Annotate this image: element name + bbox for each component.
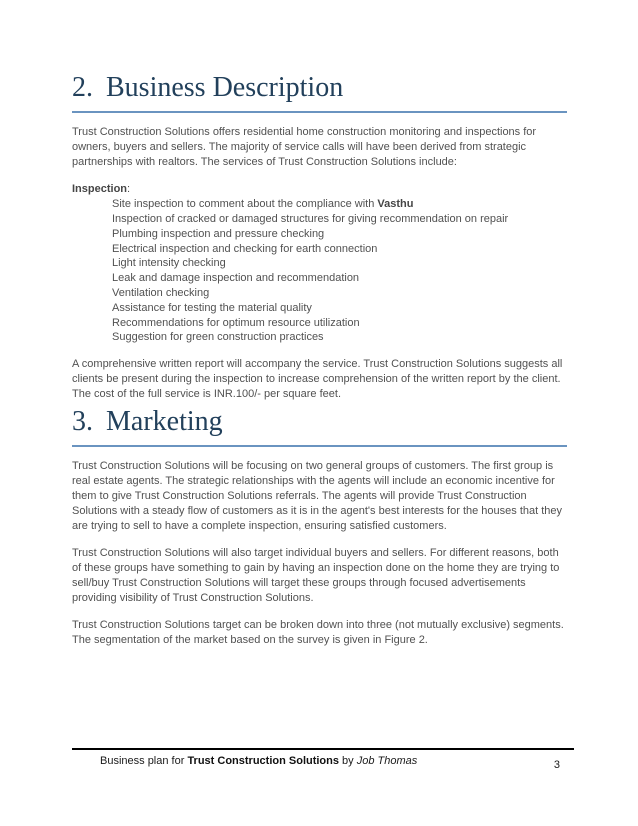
list-item-vasthu-bold: Vasthu: [377, 198, 414, 211]
marketing-paragraph-1: Trust Construction Solutions will be focusing on two general groups of customers. The first group is real estate agents. The strategic relationships with the agents will include an economic incentive for them to give Trust Construction Solutions referrals. The agents will provide Trust Construction Solutions with a steady flow of customers as it is in the agent's best interests for the houses that they are trying to sell to have a complete inspection, ensuring satisfied customers.: [72, 460, 563, 533]
heading-title: Business Description: [106, 72, 344, 103]
marketing-paragraph-2: Trust Construction Solutions will also target individual buyers and sellers. For different reasons, both of these groups have something to gain by having an inspection done on the home they are trying to sell/buy Trust Construction Solutions will target these groups through focused advertisements providing visibility of Trust Construction Solutions.: [72, 547, 560, 605]
footer-attribution: [72, 754, 417, 768]
list-item: Light intensity checking: [112, 257, 226, 270]
section-heading-marketing: [72, 406, 567, 447]
footer-prefix: Business plan for: [100, 755, 188, 767]
list-item: Assistance for testing the material quality: [112, 301, 312, 314]
business-closing-paragraph: A comprehensive written report will accompany the service. Trust Construction Solutions suggests all clients be present during the inspection to increase comprehension of the written report by the client. The cost of the full service is INR.100/- per square feet.: [72, 358, 563, 401]
footer-author-name: Job Thomas: [356, 755, 418, 767]
heading-title: Marketing: [106, 406, 223, 438]
footer-company-name: Trust Construction Solutions: [187, 755, 339, 767]
page-number: 3: [553, 759, 560, 771]
inspection-label-colon: :: [127, 183, 131, 196]
list-item-vasthu: [112, 197, 567, 212]
list-item: Electrical inspection and checking for earth connection: [112, 242, 378, 255]
heading-number: 3.: [72, 406, 93, 438]
list-item: Ventilation checking: [112, 286, 210, 299]
list-item: Recommendations for optimum resource utilization: [112, 316, 360, 329]
list-item-vasthu-text: Site inspection to comment about the compliance with: [112, 198, 378, 211]
inspection-list: [72, 197, 567, 345]
list-item: Inspection of cracked or damaged structures for giving recommendation on repair: [112, 212, 509, 225]
footer-connector: by: [339, 755, 357, 767]
business-intro-paragraph: Trust Construction Solutions offers residential home construction monitoring and inspections for owners, buyers and sellers. The majority of service calls will have been derived from strategic partnerships with realtors. The services of Trust Construction Solutions include:: [72, 126, 537, 169]
marketing-paragraph-3: Trust Construction Solutions target can be broken down into three (not mutually exclusive) segments. The segmentation of the market based on the survey is given in Figure 2.: [72, 619, 564, 647]
list-item: Plumbing inspection and pressure checking: [112, 227, 325, 240]
list-item: Leak and damage inspection and recommendation: [112, 272, 360, 285]
section-heading-business-description: [72, 72, 567, 113]
list-item: Suggestion for green construction practices: [112, 331, 324, 344]
page-footer: [72, 748, 574, 772]
inspection-label-bold: Inspection: [72, 183, 128, 196]
inspection-list-label: [72, 182, 567, 197]
heading-number: 2.: [72, 72, 93, 103]
